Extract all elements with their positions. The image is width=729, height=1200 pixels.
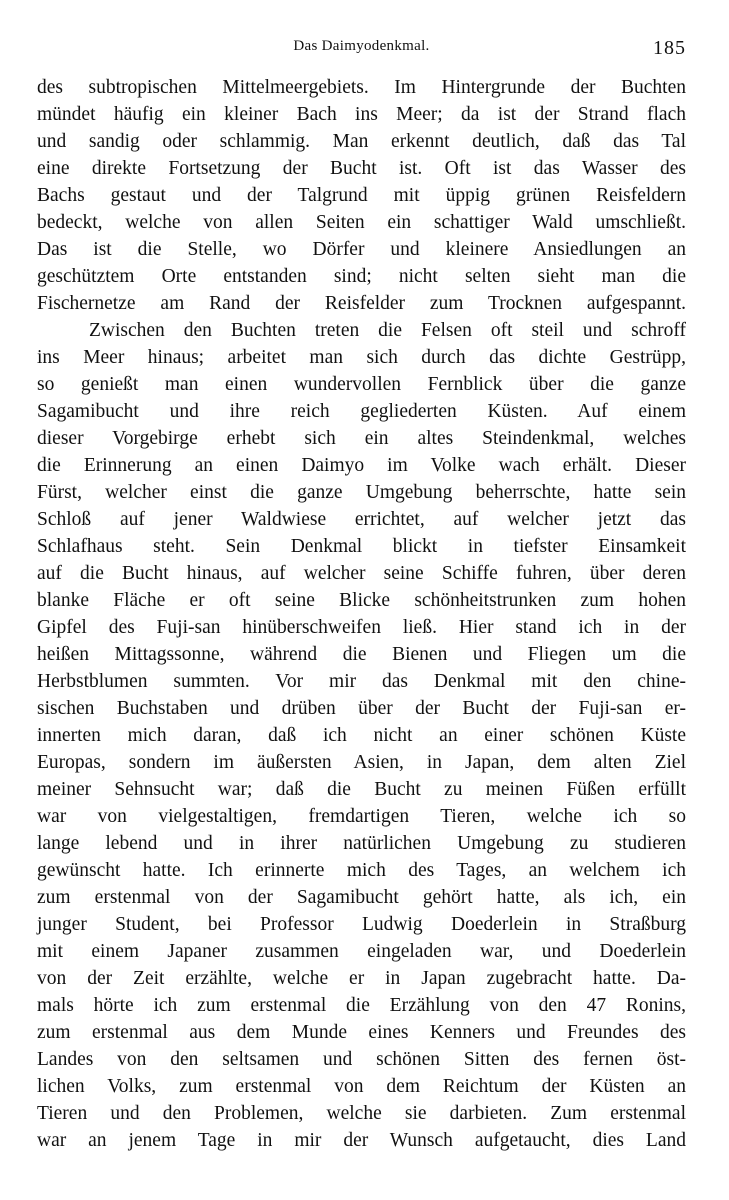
- text-line: mals hörte ich zum erstenmal die Erzählung von den 47 Ronins,: [37, 995, 686, 1016]
- paragraph: [37, 74, 686, 317]
- paragraph: [37, 317, 686, 1154]
- text-line: gewünscht hatte. Ich erinnerte mich des Tages, an welchem ich: [37, 860, 686, 881]
- text-line: war an jenem Tage in mir der Wunsch aufgetaucht, dies Land: [37, 1130, 686, 1151]
- text-line: Bachs gestaut und der Talgrund mit üppig grünen Reisfeldern: [37, 185, 686, 206]
- text-line: meiner Sehnsucht war; daß die Bucht zu meinen Füßen erfüllt: [37, 779, 686, 800]
- text-line: auf die Bucht hinaus, auf welcher seine Schiffe fuhren, über deren: [37, 563, 686, 584]
- text-line: mündet häufig ein kleiner Bach ins Meer; da ist der Strand flach: [37, 104, 686, 125]
- text-line: war von vielgestaltigen, fremdartigen Tieren, welche ich so: [37, 806, 686, 827]
- text-line: Landes von den seltsamen und schönen Sitten des fernen öst-: [37, 1049, 686, 1070]
- text-line: Schlafhaus steht. Sein Denkmal blickt in tiefster Einsamkeit: [37, 536, 686, 557]
- page-header: [37, 38, 686, 62]
- text-line: Schloß auf jener Waldwiese errichtet, auf welcher jetzt das: [37, 509, 686, 530]
- text-line: Fischernetze am Rand der Reisfelder zum Trocknen aufgespannt.: [37, 293, 686, 314]
- text-line: Gipfel des Fuji-san hinüberschweifen ließ. Hier stand ich in der: [37, 617, 686, 638]
- text-line: so genießt man einen wundervollen Fernblick über die ganze: [37, 374, 686, 395]
- text-line: dieser Vorgebirge erhebt sich ein altes Steindenkmal, welches: [37, 428, 686, 449]
- text-line: zum erstenmal aus dem Munde eines Kenners und Freundes des: [37, 1022, 686, 1043]
- text-line: die Erinnerung an einen Daimyo im Volke wach erhält. Dieser: [37, 455, 686, 476]
- text-line: blanke Fläche er oft seine Blicke schönheitstrunken zum hohen: [37, 590, 686, 611]
- text-line: geschütztem Orte entstanden sind; nicht selten sieht man die: [37, 266, 686, 287]
- text-line: innerten mich daran, daß ich nicht an einer schönen Küste: [37, 725, 686, 746]
- text-line: Das ist die Stelle, wo Dörfer und kleinere Ansiedlungen an: [37, 239, 686, 260]
- text-line: zum erstenmal von der Sagamibucht gehört hatte, als ich, ein: [37, 887, 686, 908]
- text-line: mit einem Japaner zusammen eingeladen war, und Doederlein: [37, 941, 686, 962]
- text-line: heißen Mittagssonne, während die Bienen und Fliegen um die: [37, 644, 686, 665]
- text-line: lange lebend und in ihrer natürlichen Umgebung zu studieren: [37, 833, 686, 854]
- page-number: 185: [653, 37, 686, 59]
- text-line: lichen Volks, zum erstenmal von dem Reichtum der Küsten an: [37, 1076, 686, 1097]
- text-line: Tieren und den Problemen, welche sie darbieten. Zum erstenmal: [37, 1103, 686, 1124]
- text-line: eine direkte Fortsetzung der Bucht ist. Oft ist das Wasser des: [37, 158, 686, 179]
- text-line: von der Zeit erzählte, welche er in Japan zugebracht hatte. Da-: [37, 968, 686, 989]
- text-line: Europas, sondern im äußersten Asien, in Japan, dem alten Ziel: [37, 752, 686, 773]
- text-line: bedeckt, welche von allen Seiten ein schattiger Wald umschließt.: [37, 212, 686, 233]
- text-line: Herbstblumen summten. Vor mir das Denkmal mit den chine-: [37, 671, 686, 692]
- running-title: Das Daimyodenkmal.: [293, 38, 430, 54]
- text-line: sischen Buchstaben und drüben über der Bucht der Fuji-san er-: [37, 698, 686, 719]
- body-text: [37, 74, 686, 1154]
- text-line: Sagamibucht und ihre reich gegliederten Küsten. Auf einem: [37, 401, 686, 422]
- text-line: und sandig oder schlammig. Man erkennt deutlich, daß das Tal: [37, 131, 686, 152]
- text-line: junger Student, bei Professor Ludwig Doederlein in Straßburg: [37, 914, 686, 935]
- text-line: ins Meer hinaus; arbeitet man sich durch das dichte Gestrüpp,: [37, 347, 686, 368]
- text-line: des subtropischen Mittelmeergebiets. Im Hintergrunde der Buchten: [37, 77, 686, 98]
- text-line: Fürst, welcher einst die ganze Umgebung beherrschte, hatte sein: [37, 482, 686, 503]
- text-line: Zwischen den Buchten treten die Felsen oft steil und schroff: [89, 320, 686, 341]
